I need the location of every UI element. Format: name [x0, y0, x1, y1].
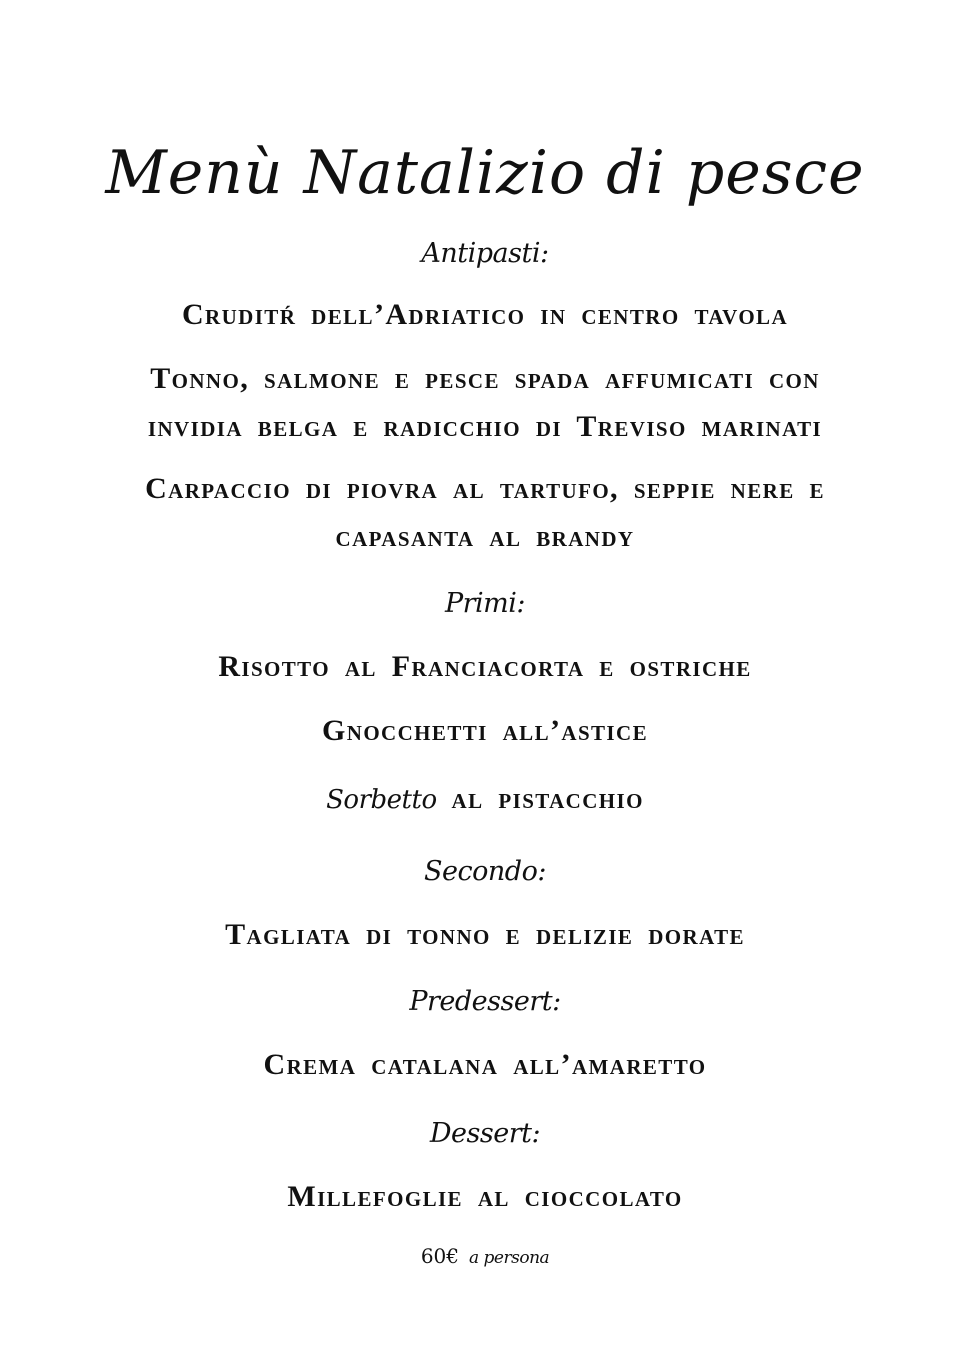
dish-crema-catalana: Crema catalana all’amaretto — [263, 1048, 707, 1081]
dish-tonno-line-2: invidia belga e radicchio di Treviso marinati — [147, 410, 823, 443]
sorbetto-line — [0, 782, 970, 816]
price-per-person: a persona — [469, 1248, 550, 1268]
dish-carpaccio-line-1: Carpaccio di piovra al tartufo, seppie nere e — [145, 472, 825, 505]
sorbetto-flavor: al pistacchio — [451, 782, 644, 815]
dish-risotto: Risotto al Franciacorta e ostriche — [218, 650, 752, 683]
dish-millefoglie: Millefoglie al cioccolato — [287, 1180, 683, 1213]
dish-crudita: Cruditŕ dell’Adriatico in centro tavola — [181, 298, 789, 331]
section-heading-antipasti: Antipasti: — [421, 238, 549, 269]
price-amount: 60€ — [420, 1244, 460, 1268]
dish-gnocchetti: Gnocchetti all’astice — [322, 714, 648, 747]
sorbetto-word: Sorbetto — [326, 785, 437, 815]
dish-tonno-line-1: Tonno, salmone e pesce spada affumicati con — [150, 362, 820, 395]
dish-carpaccio-line-2: capasanta al brandy — [335, 520, 635, 553]
price-line — [0, 1244, 970, 1268]
section-heading-dessert: Dessert: — [429, 1118, 541, 1149]
section-heading-primi: Primi: — [444, 588, 526, 619]
dish-tagliata: Tagliata di tonno e delizie dorate — [225, 918, 745, 951]
section-heading-secondo: Secondo: — [424, 856, 546, 887]
menu-title: Menù Natalizio di pesce — [105, 138, 865, 208]
section-heading-predessert: Predessert: — [409, 986, 561, 1017]
